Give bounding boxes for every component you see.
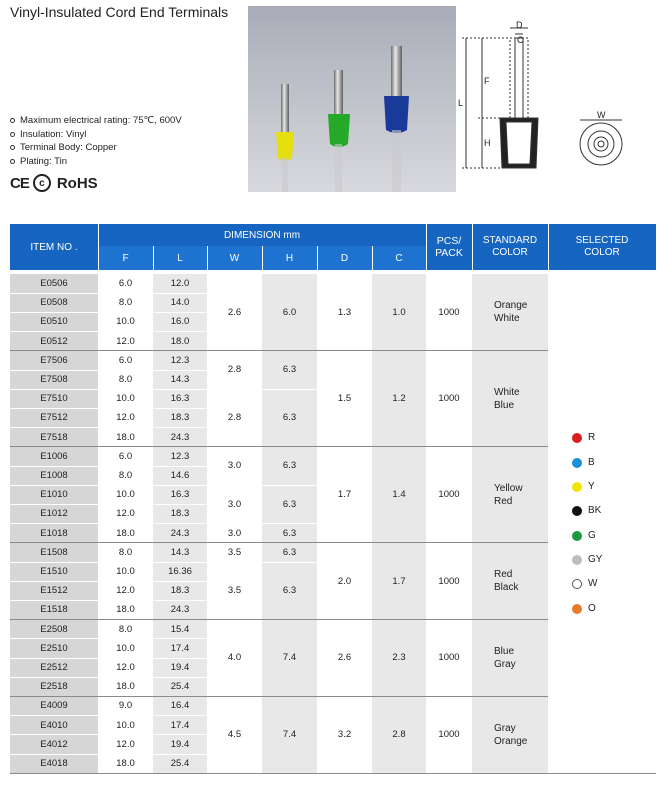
table-header xyxy=(10,224,656,270)
dim-w-cell: 2.8 xyxy=(227,412,242,424)
item-number-cell: E0506 xyxy=(40,278,68,290)
dim-c-cell: 2.3 xyxy=(392,652,406,664)
color-swatch-icon xyxy=(572,458,582,468)
header-dimension: DIMENSION mm xyxy=(223,229,301,241)
page-title: Vinyl-Insulated Cord End Terminals xyxy=(10,4,229,20)
dim-h-cell: 7.4 xyxy=(282,729,297,741)
bullet-icon xyxy=(10,145,15,150)
dim-w-cell: 3.0 xyxy=(227,498,242,510)
dim-f-cell: 8.0 xyxy=(118,297,133,309)
diagram-label: C xyxy=(517,35,524,45)
product-photo xyxy=(248,6,456,192)
spec-item: Terminal Body: Copper xyxy=(10,141,182,155)
item-number-cell: E1508 xyxy=(40,546,68,558)
color-swatch-icon xyxy=(572,433,582,443)
dimension-diagram xyxy=(456,20,666,180)
item-number-cell: E4018 xyxy=(40,758,68,770)
header-col-l: L xyxy=(177,252,183,264)
item-number-cell: E7512 xyxy=(40,412,68,424)
header-item-no: ITEM NO . xyxy=(30,241,78,253)
bullet-icon xyxy=(10,118,15,123)
dim-f-cell: 8.0 xyxy=(118,623,133,635)
dim-f-cell: 10.0 xyxy=(116,642,135,654)
item-number-cell: E4009 xyxy=(40,700,68,712)
color-code-label: Y xyxy=(588,481,595,493)
dim-c-cell: 1.4 xyxy=(392,489,406,501)
dim-h-cell: 7.4 xyxy=(282,652,297,664)
header-standard-color: STANDARD COLOR xyxy=(482,235,538,258)
item-number-cell: E7518 xyxy=(40,431,68,443)
dim-w-cell: 2.6 xyxy=(227,306,242,318)
cert-circle-icon: c xyxy=(33,174,51,192)
dim-l-cell: 19.4 xyxy=(170,662,190,674)
dim-c-cell: 1.7 xyxy=(392,575,406,587)
diagram-label: D xyxy=(516,20,523,30)
dim-h-cell: 6.0 xyxy=(282,306,297,318)
item-number-cell: E2512 xyxy=(40,662,68,674)
dim-f-cell: 10.0 xyxy=(116,316,135,328)
dim-l-cell: 12.0 xyxy=(170,278,190,290)
dim-h-cell: 6.3 xyxy=(282,412,297,424)
dim-l-cell: 14.3 xyxy=(170,546,190,558)
color-code-label: B xyxy=(588,456,595,468)
header-divider xyxy=(153,246,154,270)
pcs-pack-cell: 1000 xyxy=(438,575,460,587)
dim-d-cell: 1.7 xyxy=(337,489,352,501)
header-divider xyxy=(207,246,208,270)
dim-f-cell: 12.0 xyxy=(116,412,135,424)
dim-l-cell: 18.3 xyxy=(170,585,190,597)
dim-f-cell: 10.0 xyxy=(116,489,135,501)
header-divider xyxy=(98,224,99,270)
dim-h-cell: 6.3 xyxy=(282,546,297,558)
dim-f-cell: 18.0 xyxy=(116,604,135,616)
color-swatch-icon xyxy=(572,506,582,516)
dim-w-cell: 4.0 xyxy=(227,652,242,664)
header-pcs-pack: PCS/ PACK xyxy=(435,235,463,259)
item-number-cell: E7508 xyxy=(40,374,68,386)
pcs-pack-cell: 1000 xyxy=(438,729,460,741)
header-col-f: F xyxy=(122,252,129,264)
table-bottom-line xyxy=(10,773,656,774)
dim-l-cell: 16.36 xyxy=(168,566,192,578)
dim-f-cell: 8.0 xyxy=(118,374,133,386)
dim-l-cell: 12.3 xyxy=(170,450,190,462)
color-code-label: BK xyxy=(588,505,602,517)
certification-logos xyxy=(10,174,98,192)
header-divider xyxy=(262,246,263,270)
dim-w-cell: 4.5 xyxy=(227,729,242,741)
header-divider xyxy=(548,224,549,270)
dim-f-cell: 6.0 xyxy=(118,354,133,366)
dim-l-cell: 17.4 xyxy=(170,719,190,731)
ce-mark-icon: CE xyxy=(10,174,29,192)
dim-l-cell: 25.4 xyxy=(170,758,190,770)
dim-h-cell: 6.3 xyxy=(282,460,297,472)
spec-table xyxy=(10,224,656,774)
item-number-cell: E1510 xyxy=(40,566,68,578)
dim-d-cell: 1.5 xyxy=(337,393,352,405)
dim-f-cell: 10.0 xyxy=(116,393,135,405)
header-col-d: D xyxy=(340,252,349,264)
spec-item: Maximum electrical rating: 75℃, 600V xyxy=(10,114,182,128)
dim-f-cell: 18.0 xyxy=(116,431,135,443)
color-code-label: O xyxy=(588,602,596,614)
dim-d-cell: 3.2 xyxy=(337,729,352,741)
dim-l-cell: 15.4 xyxy=(170,623,190,635)
spec-item: Insulation: Vinyl xyxy=(10,128,182,142)
item-number-cell: E1010 xyxy=(40,489,68,501)
header-divider xyxy=(426,224,427,270)
item-number-cell: E2508 xyxy=(40,623,68,635)
header-divider xyxy=(472,224,473,270)
dim-l-cell: 19.4 xyxy=(170,738,190,750)
dim-l-cell: 16.4 xyxy=(170,700,190,712)
dim-h-cell: 6.3 xyxy=(282,585,297,597)
dim-d-cell: 1.3 xyxy=(337,306,352,318)
spec-item: Plating: Tin xyxy=(10,155,182,169)
dim-f-cell: 9.0 xyxy=(118,700,133,712)
item-number-cell: E0512 xyxy=(40,335,68,347)
dim-w-cell: 3.0 xyxy=(227,527,242,539)
item-number-cell: E0510 xyxy=(40,316,68,328)
bullet-icon xyxy=(10,159,15,164)
standard-color-cell: Gray Orange xyxy=(494,722,528,747)
dim-f-cell: 10.0 xyxy=(116,566,135,578)
dim-l-cell: 24.3 xyxy=(170,604,190,616)
item-number-cell: E2518 xyxy=(40,681,68,693)
standard-color-cell: Red Black xyxy=(494,569,519,594)
item-number-cell: E4010 xyxy=(40,719,68,731)
dim-f-cell: 8.0 xyxy=(118,546,133,558)
dim-l-cell: 18.0 xyxy=(170,335,190,347)
diagram-label: L xyxy=(458,98,464,108)
item-number-cell: E1008 xyxy=(40,470,68,482)
item-number-cell: E7510 xyxy=(40,393,68,405)
header-divider xyxy=(317,246,318,270)
color-code-label: R xyxy=(588,432,596,444)
color-code-label: G xyxy=(588,529,596,541)
header-divider xyxy=(372,246,373,270)
dim-w-cell: 3.5 xyxy=(227,546,242,558)
color-swatch-icon xyxy=(572,604,582,614)
item-number-cell: E1518 xyxy=(40,604,68,616)
dim-h-cell: 6.3 xyxy=(282,498,297,510)
header-selected-color: SELECTED COLOR xyxy=(575,235,629,258)
header-col-w: W xyxy=(229,252,240,264)
dim-d-cell: 2.0 xyxy=(337,575,352,587)
pcs-pack-cell: 1000 xyxy=(438,489,460,501)
color-swatch-icon xyxy=(572,482,582,492)
standard-color-cell: Blue Gray xyxy=(494,645,516,670)
dim-f-cell: 18.0 xyxy=(116,758,135,770)
color-code-label: GY xyxy=(588,553,603,565)
pcs-pack-cell: 1000 xyxy=(438,393,460,405)
dim-c-cell: 1.0 xyxy=(392,306,406,318)
pcs-pack-cell: 1000 xyxy=(438,306,460,318)
dim-w-cell: 3.0 xyxy=(227,460,242,472)
dim-f-cell: 18.0 xyxy=(116,527,135,539)
dim-l-cell: 14.3 xyxy=(170,374,190,386)
dim-f-cell: 12.0 xyxy=(116,738,135,750)
dim-c-cell: 2.8 xyxy=(392,729,406,741)
dim-f-cell: 10.0 xyxy=(116,719,135,731)
color-swatch-icon xyxy=(572,555,582,565)
color-swatch-icon xyxy=(572,579,582,589)
dim-l-cell: 24.3 xyxy=(170,527,190,539)
item-number-cell: E0508 xyxy=(40,297,68,309)
dim-l-cell: 25.4 xyxy=(170,681,190,693)
color-swatch-icon xyxy=(572,531,582,541)
spec-list xyxy=(10,114,182,168)
item-number-cell: E2510 xyxy=(40,642,68,654)
dim-d-cell: 2.6 xyxy=(337,652,352,664)
dim-l-cell: 16.3 xyxy=(170,393,190,405)
diagram-label: F xyxy=(484,76,490,86)
diagram-label: H xyxy=(484,138,491,148)
dim-f-cell: 6.0 xyxy=(118,450,133,462)
dim-c-cell: 1.2 xyxy=(392,393,406,405)
color-code-label: W xyxy=(588,578,598,590)
header-col-c: C xyxy=(395,252,403,264)
dim-l-cell: 14.6 xyxy=(170,470,190,482)
dim-l-cell: 24.3 xyxy=(170,431,190,443)
dim-l-cell: 16.3 xyxy=(170,489,190,501)
dim-f-cell: 6.0 xyxy=(118,278,133,290)
dim-f-cell: 12.0 xyxy=(116,662,135,674)
dim-f-cell: 12.0 xyxy=(116,585,135,597)
table-body xyxy=(10,270,656,774)
item-number-cell: E4012 xyxy=(40,738,68,750)
dim-l-cell: 12.3 xyxy=(170,354,190,366)
dim-w-cell: 3.5 xyxy=(227,585,242,597)
dim-f-cell: 12.0 xyxy=(116,335,135,347)
dim-l-cell: 18.3 xyxy=(170,412,190,424)
dim-f-cell: 18.0 xyxy=(116,681,135,693)
dim-w-cell: 2.8 xyxy=(227,364,242,376)
item-number-cell: E1012 xyxy=(40,508,68,520)
dim-l-cell: 14.0 xyxy=(170,297,190,309)
standard-color-cell: White Blue xyxy=(494,386,520,411)
diagram-label: W xyxy=(597,110,606,120)
item-number-cell: E7506 xyxy=(40,354,68,366)
item-number-cell: E1006 xyxy=(40,450,68,462)
item-number-cell: E1512 xyxy=(40,585,68,597)
dim-l-cell: 17.4 xyxy=(170,642,190,654)
dim-l-cell: 16.0 xyxy=(170,316,190,328)
rohs-mark: RoHS xyxy=(56,174,98,192)
item-number-cell: E1018 xyxy=(40,527,68,539)
dim-f-cell: 12.0 xyxy=(116,508,135,520)
dim-h-cell: 6.3 xyxy=(282,364,297,376)
header-col-h: H xyxy=(285,252,294,264)
dim-f-cell: 8.0 xyxy=(118,470,133,482)
pcs-pack-cell: 1000 xyxy=(438,652,460,664)
dim-h-cell: 6.3 xyxy=(282,527,297,539)
dim-l-cell: 18.3 xyxy=(170,508,190,520)
bullet-icon xyxy=(10,132,15,137)
standard-color-cell: Orange White xyxy=(494,300,528,325)
standard-color-cell: Yellow Red xyxy=(494,482,523,507)
